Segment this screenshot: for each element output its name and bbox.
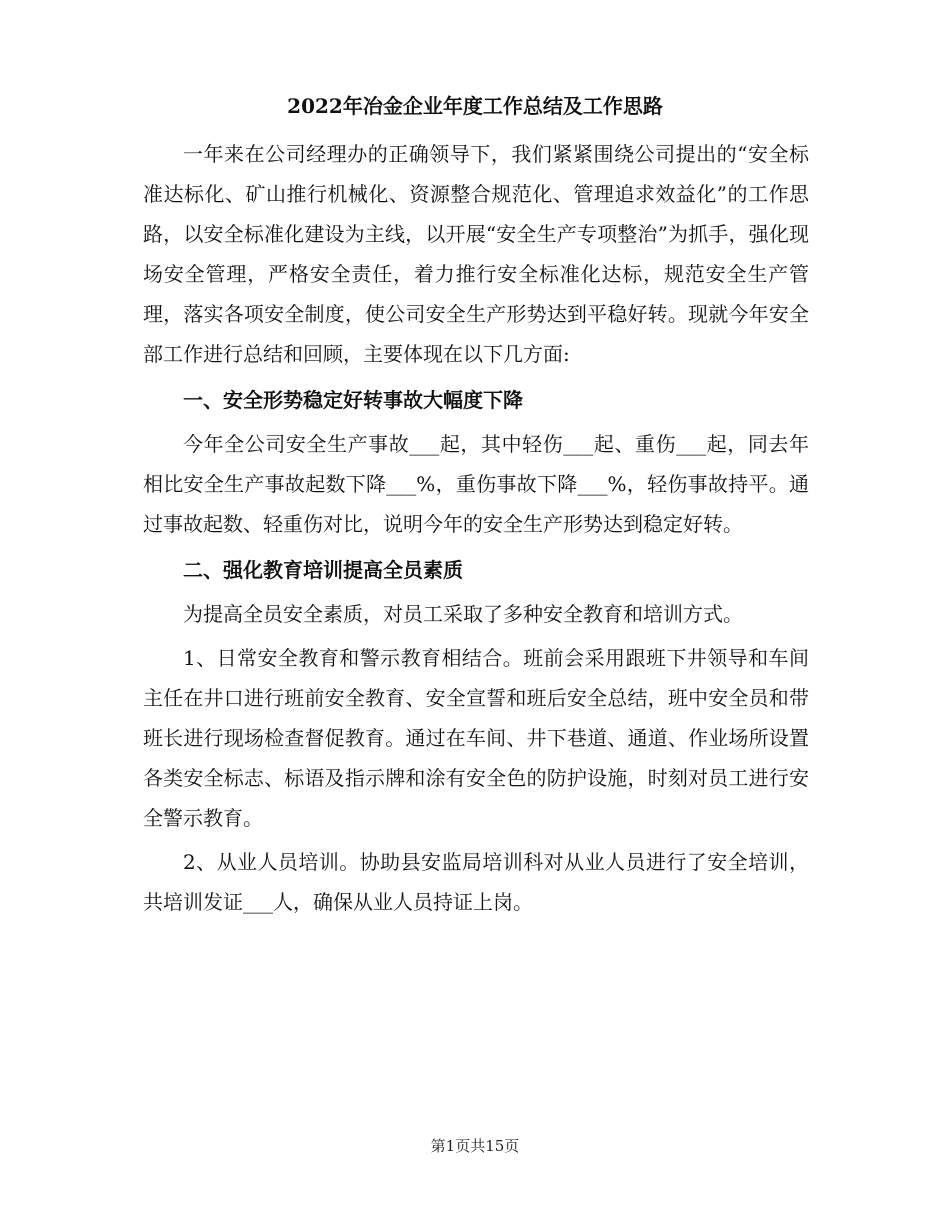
section-1-paragraph: 今年全公司安全生产事故___起，其中轻伤___起、重伤___起，同去年相比安全生产事故起数下降___%，重伤事故下降___%，轻伤事故持平。通过事故起数、轻重伤对比，说明今年的安全生产形势达到稳定好转。 [143, 432, 809, 536]
section-1-heading: 一、安全形势稳定好转事故大幅度下降 [183, 388, 523, 412]
section-2-heading: 二、强化教育培训提高全员素质 [183, 558, 463, 582]
section-2-item-1-paragraph: 1、日常安全教育和警示教育相结合。班前会采用跟班下井领导和车间主任在井口进行班前安全教育、安全宣誓和班后安全总结，班中安全员和带班长进行现场检查督促教育。通过在车间、井下巷道、通道、作业场所设置各类安全标志、标语及指示牌和涂有安全色的防护设施，时刻对员工进行安全警示教育。 [143, 646, 809, 830]
section-2-item-2-paragraph: 2、从业人员培训。协助县安监局培训科对从业人员进行了安全培训，共培训发证___人，确保从业人员持证上岗。 [143, 850, 809, 914]
intro-paragraph: 一年来在公司经理办的正确领导下，我们紧紧围绕公司提出的“安全标准达标化、矿山推行机械化、资源整合规范化、管理追求效益化”的工作思路，以安全标准化建设为主线，以开展“安全生产专项整治”为抓手，强化现场安全管理，严格安全责任，着力推行安全标准化达标，规范安全生产管理，落实各项安全制度，使公司安全生产形势达到平稳好转。现就今年安全部工作进行总结和回顾，主要体现在以下几方面: [143, 142, 809, 366]
page-number-footer: 第1页共15页 [430, 1137, 520, 1155]
document-title: 2022年冶金企业年度工作总结及工作思路 [287, 94, 663, 118]
document-body [143, 134, 809, 922]
section-2-intro-paragraph: 为提高全员安全素质，对员工采取了多种安全教育和培训方式。 [183, 602, 743, 626]
